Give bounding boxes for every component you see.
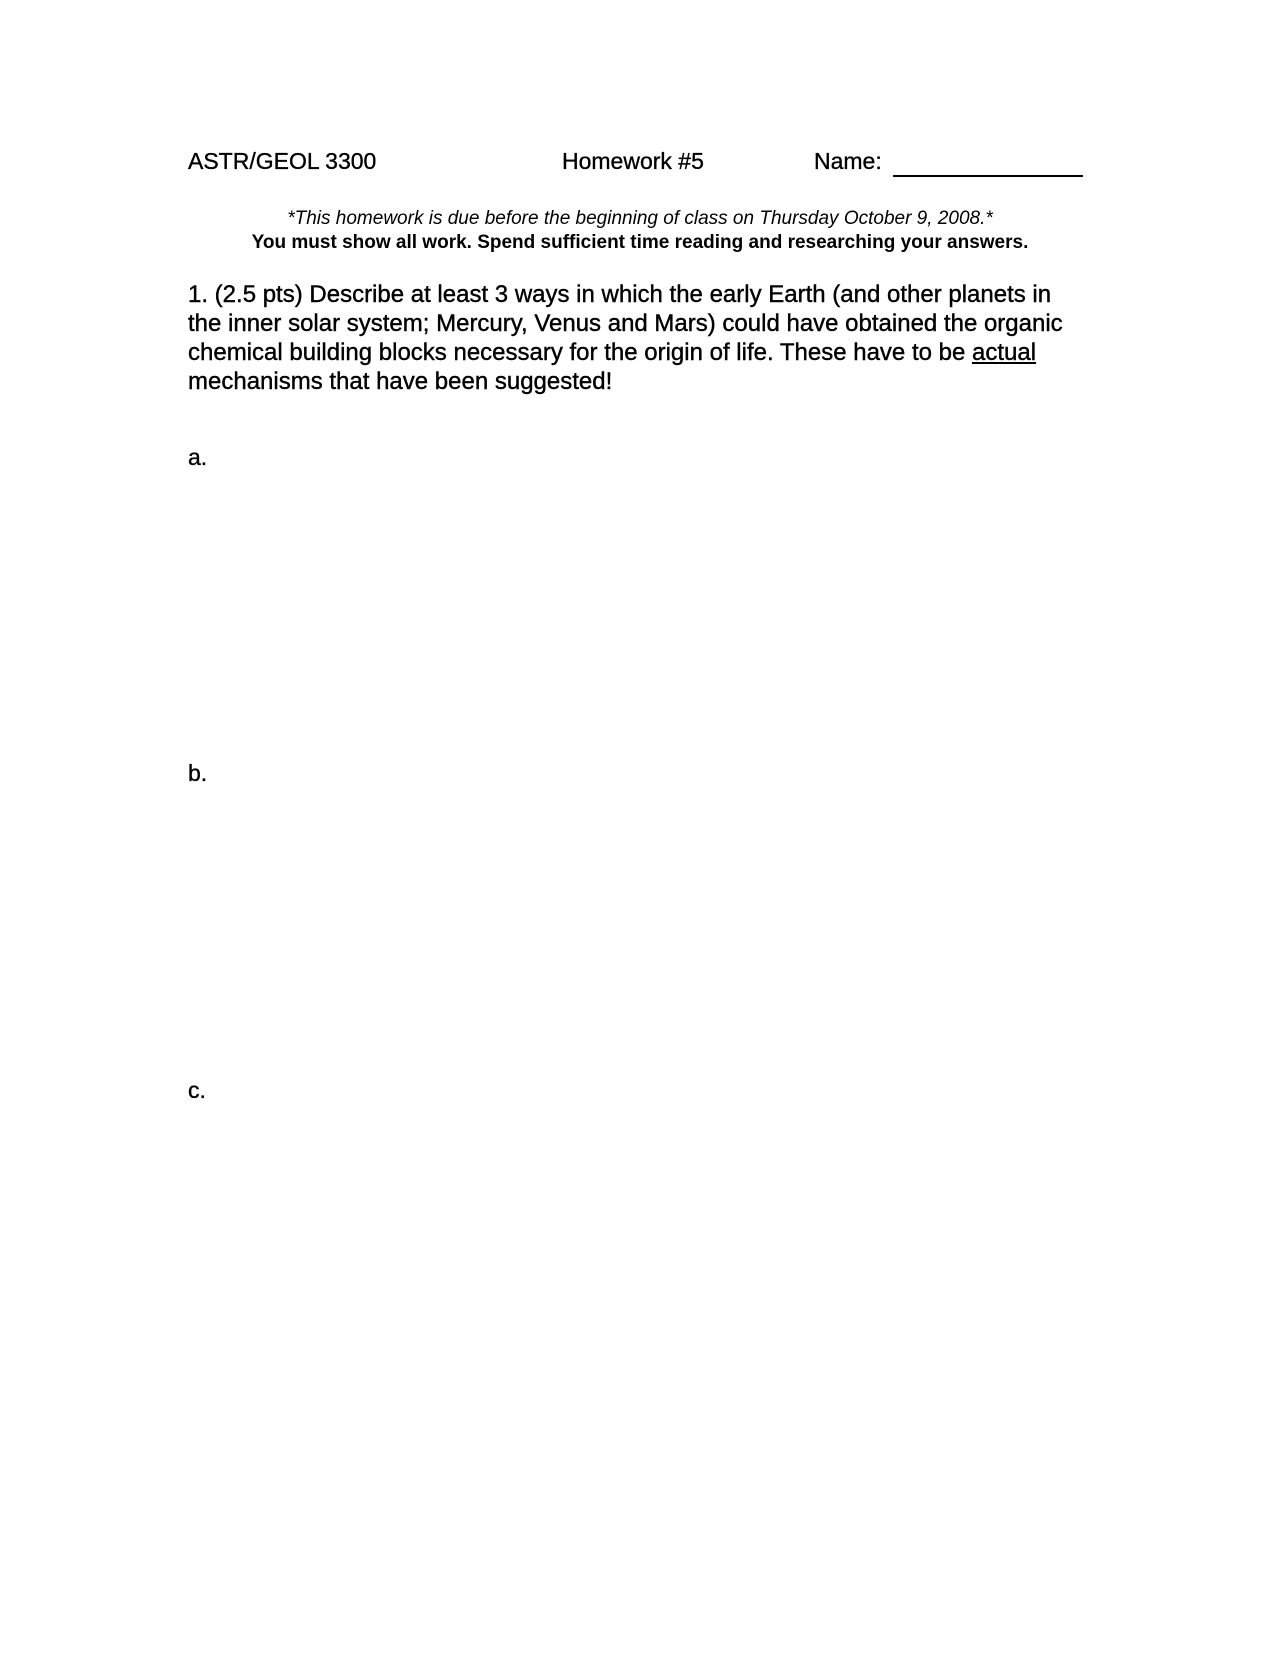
- question-1-text-after: mechanisms that have been suggested!: [188, 368, 613, 395]
- answer-part-c-label: c.: [188, 1077, 206, 1103]
- question-1: [188, 280, 1088, 396]
- name-blank-line[interactable]: [893, 175, 1083, 177]
- question-1-text-before: 1. (2.5 pts) Describe at least 3 ways in which the early Earth (and other planets in the inner solar system; Mercury, Venus and Mars) could have obtained the organic chemical building blocks necessary for the origin of life. These have to be: [188, 281, 1063, 366]
- answer-part-a-label: a.: [188, 444, 208, 470]
- question-1-emphasis: actual: [971, 339, 1037, 366]
- name-label: Name:: [814, 148, 882, 174]
- header-row: [188, 148, 1088, 182]
- answer-part-b-label: b.: [188, 760, 208, 786]
- instructions: You must show all work. Spend sufficient time reading and researching your answers.: [251, 232, 1029, 253]
- course-title: ASTR/GEOL 3300: [188, 148, 377, 174]
- homework-number: Homework #5: [562, 148, 704, 174]
- due-date-note: *This homework is due before the beginning of class on Thursday October 9, 2008.*: [287, 208, 993, 229]
